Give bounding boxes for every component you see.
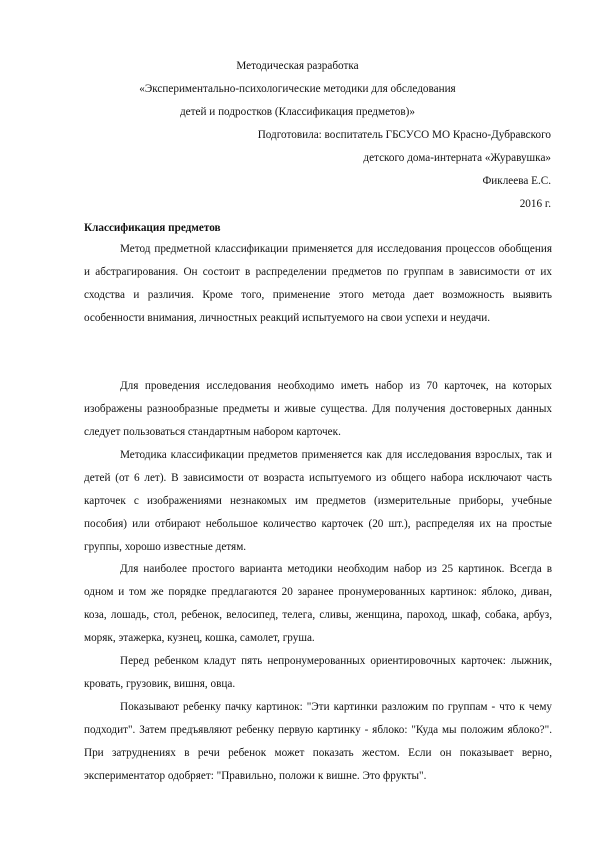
- paragraph-3: Методика классификации предметов применяется как для исследования взрослых, так и детей (от 6 лет). В зависимости от возраста испытуемого из общего набора исключают часть карточек с изображениями незнакомых им предметов (измерительные приборы, учебные пособия) или отбирают небольшое количество карточек (20 шт.), распределяя их на простые группы, хорошо известные детям.: [84, 449, 552, 553]
- prepared-by: Подготовила: воспитатель ГБСУСО МО Красно-Дубравского: [257, 129, 551, 141]
- paragraph-6: Показывают ребенку пачку картинок: "Эти картинки разложим по группам - что к чему подходит". Затем предъявляют ребенку первую картинку - яблоко: "Куда мы положим яблоко?". При затруднениях в речи ребенок может показать жестом. Если он показывает верно, экспериментатор одобряет: "Правильно, положи к вишне. Это фрукты".: [84, 701, 552, 782]
- paragraph-1: Метод предметной классификации применяется для исследования процессов обобщения и абстрагирования. Он состоит в распределении предметов по группам в зависимости от их сходства и различия. Кроме того, применение этого метода дает возможность выявить особенности внимания, личностных реакций испытуемого на свои успехи и неудачи.: [84, 243, 552, 324]
- section-heading: Классификация предметов: [84, 222, 221, 234]
- doc-type-title: Методическая разработка: [236, 60, 359, 72]
- paragraph-4: Для наиболее простого варианта методики необходим набор из 25 картинок. Всегда в одном и том же порядке предлагаются 20 заранее пронумерованных картинок: яблоко, диван, коза, лошадь, стол, ребенок, велосипед, телега, сливы, женщина, пароход, шкаф, собака, арбуз, моряк, этажерка, кузнец, кошка, самолет, груша.: [84, 563, 552, 644]
- doc-title-line-2: детей и подростков (Классификация предметов)»: [179, 106, 415, 118]
- year: 2016 г.: [519, 198, 551, 210]
- institution: детского дома-интерната «Журавушка»: [363, 152, 551, 164]
- doc-title-line-1: «Экспериментально-психологические методики для обследования: [139, 83, 456, 95]
- paragraph-5: Перед ребенком кладут пять непронумерованных ориентировочных карточек: лыжник, кровать, грузовик, вишня, овца.: [84, 655, 552, 690]
- paragraph-2: Для проведения исследования необходимо иметь набор из 70 карточек, на которых изображены разнообразные предметы и живые существа. Для получения достоверных данных следует пользоваться стандартным набором карточек.: [84, 380, 552, 438]
- author: Фиклеева Е.С.: [482, 175, 551, 187]
